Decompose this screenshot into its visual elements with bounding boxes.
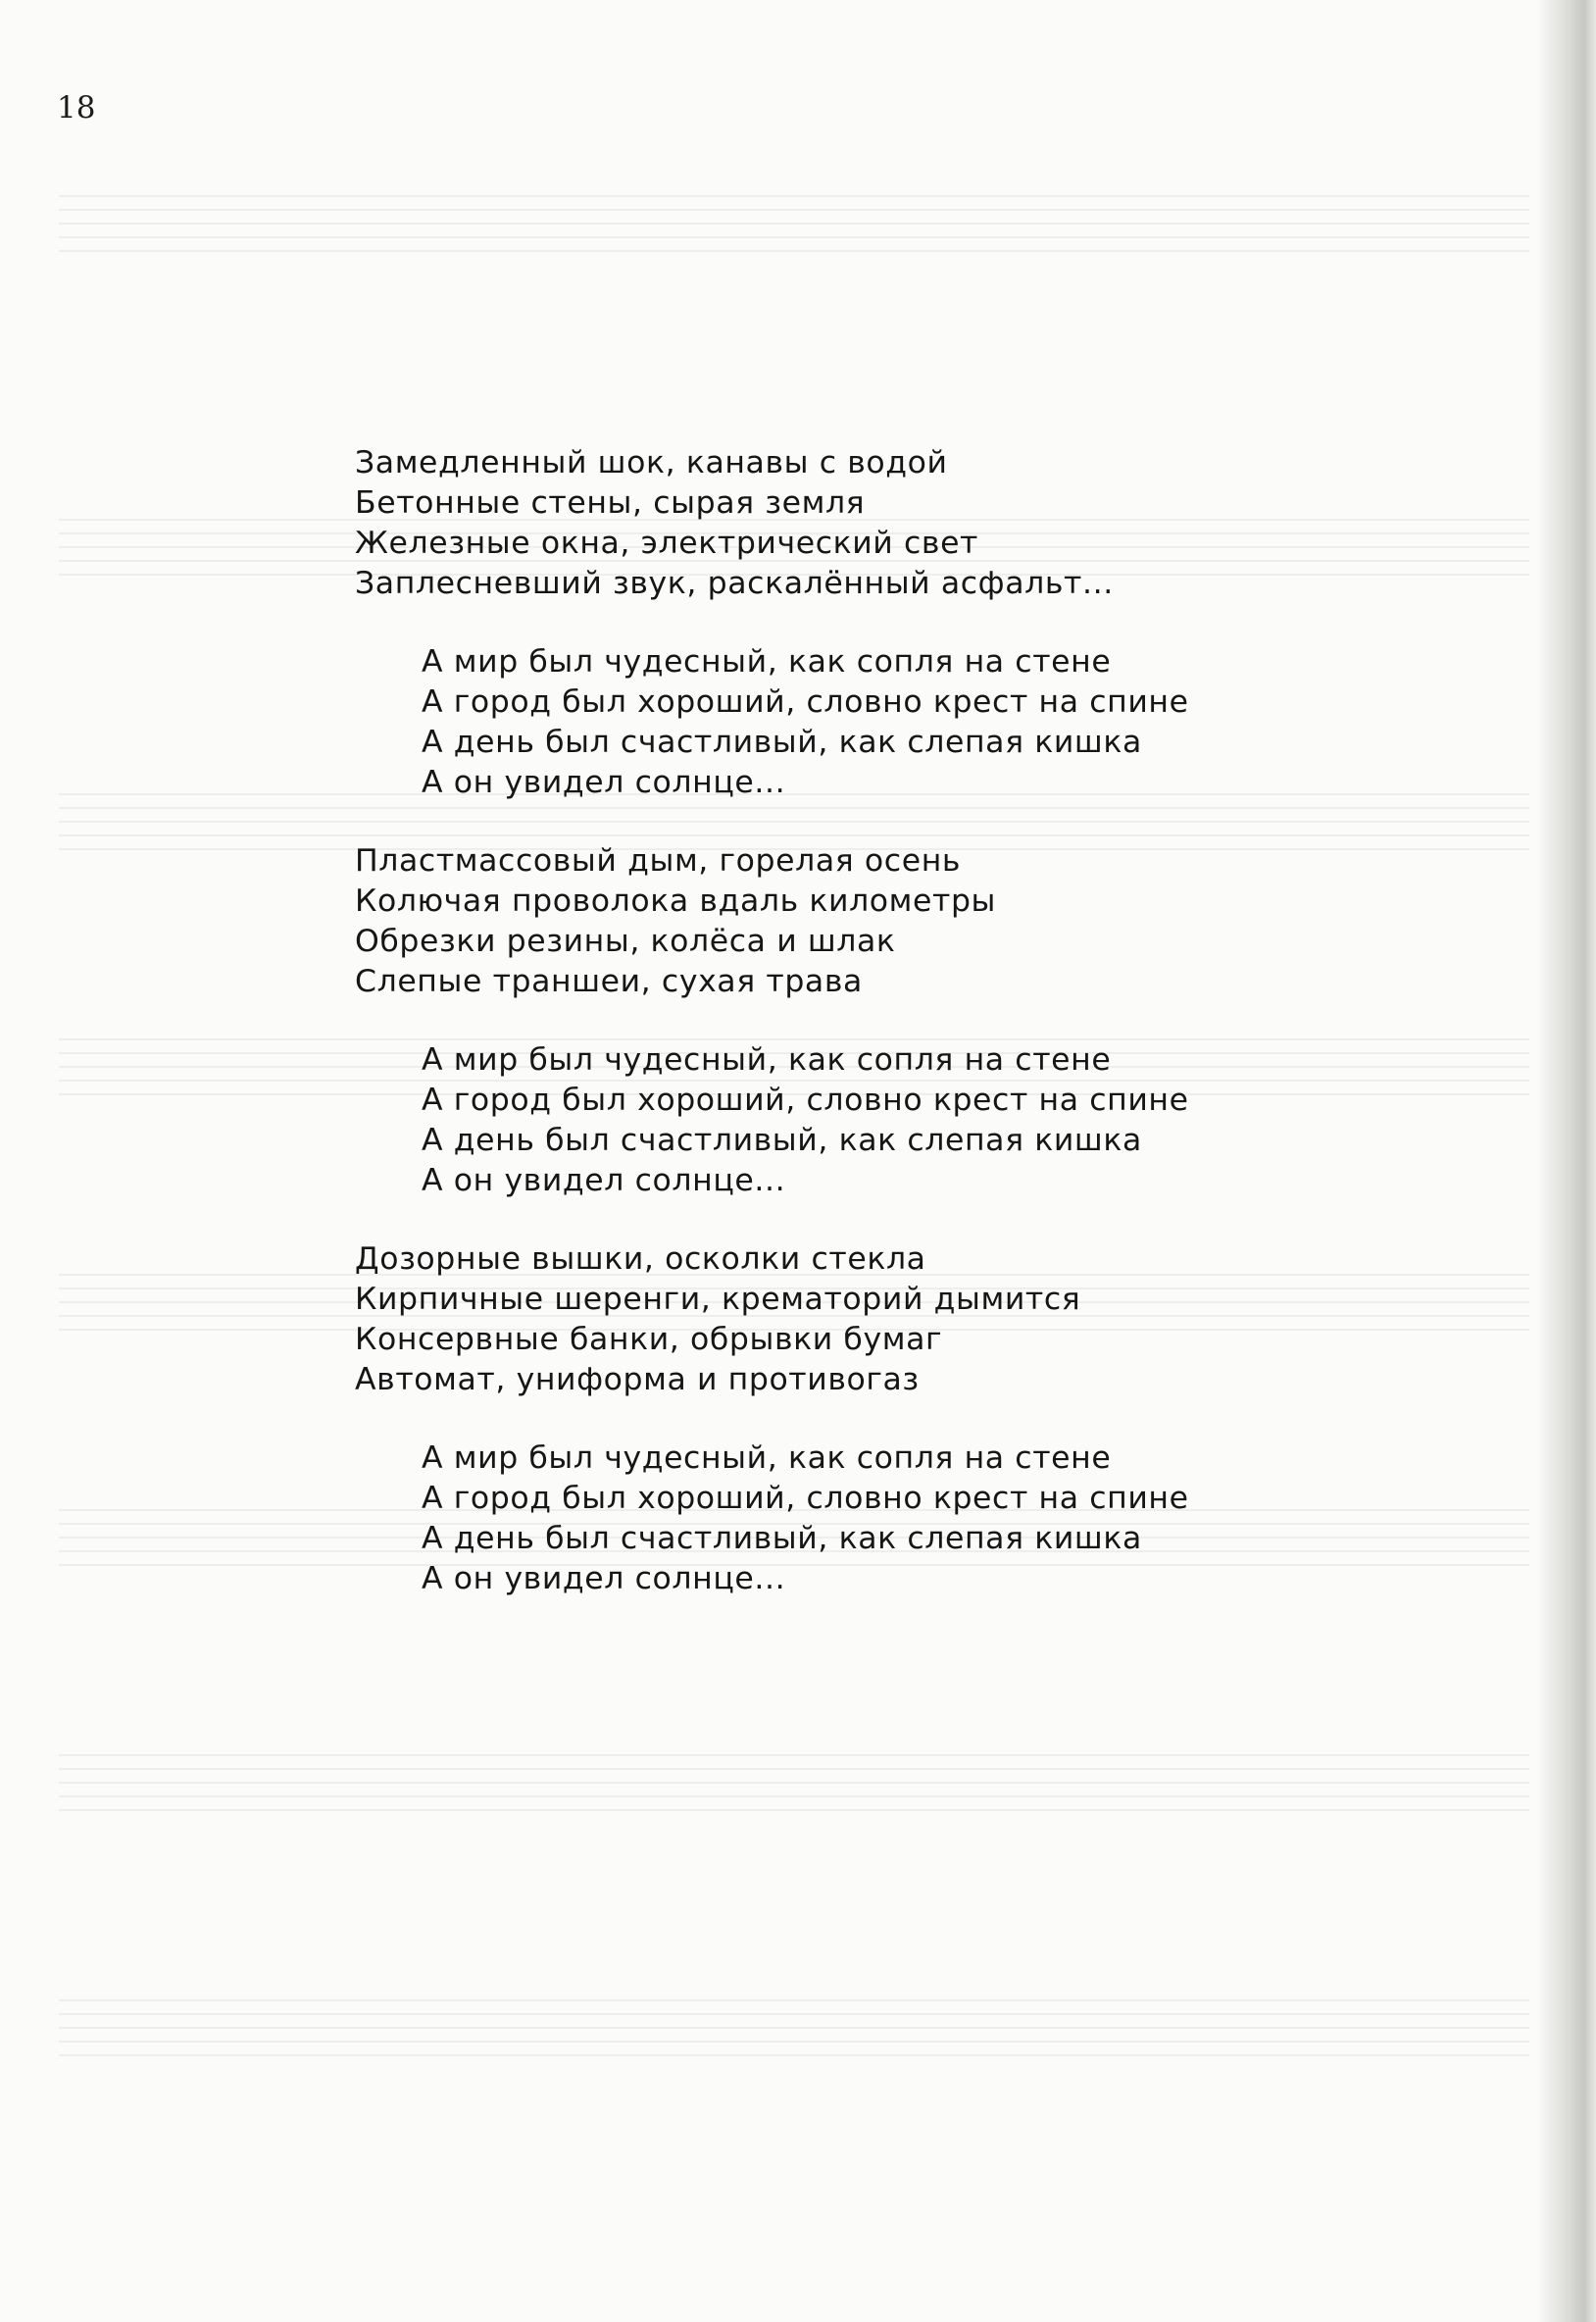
lyric-line: Пластмассовый дым, горелая осень (355, 843, 962, 879)
lyric-line: А он увидел солнце... (422, 1561, 786, 1596)
lyric-line: Обрезки резины, колёса и шлак (355, 924, 896, 959)
lyric-line: Автомат, униформа и противогаз (355, 1362, 920, 1397)
lyric-line: А мир был чудесный, как сопля на стене (422, 1042, 1112, 1078)
chorus-2 (422, 1040, 1335, 1201)
lyric-line: А день был счастливый, как слепая кишка (422, 1521, 1142, 1556)
lyric-line: А он увидел солнце... (422, 765, 786, 800)
page-gutter-shadow (1537, 0, 1596, 2322)
staff-1 (59, 196, 1529, 251)
lyric-line: А день был счастливый, как слепая кишка (422, 725, 1142, 760)
lyric-line: А день был счастливый, как слепая кишка (422, 1123, 1142, 1158)
lyric-line: А город был хороший, словно крест на спине (422, 684, 1189, 720)
lyric-line: А он увидел солнце... (422, 1163, 786, 1198)
verse-2 (355, 841, 1335, 1002)
lyric-line: Слепые траншеи, сухая трава (355, 964, 863, 999)
lyric-line: Замедленный шок, канавы с водой (355, 445, 948, 480)
staff-7 (59, 1755, 1529, 1810)
lyric-line: Дозорные вышки, осколки стекла (355, 1241, 926, 1277)
staff-8 (59, 2000, 1529, 2055)
lyric-line: А мир был чудесный, как сопля на стене (422, 644, 1112, 680)
lyric-line: Бетонные стены, сырая земля (355, 485, 866, 521)
verse-1 (355, 443, 1335, 604)
lyric-line: Заплесневший звук, раскалённый асфальт... (355, 566, 1114, 601)
page-number: 18 (57, 90, 96, 126)
lyric-line: А город был хороший, словно крест на спине (422, 1481, 1189, 1516)
chorus-3 (422, 1439, 1335, 1599)
lyric-line: Консервные банки, обрывки бумаг (355, 1322, 943, 1357)
verse-3 (355, 1239, 1335, 1400)
lyric-line: Колючая проволока вдаль километры (355, 883, 997, 919)
lyric-line: А город был хороший, словно крест на спине (422, 1083, 1189, 1118)
lyric-line: Железные окна, электрический свет (355, 526, 979, 561)
lyric-line: Кирпичные шеренги, крематорий дымится (355, 1282, 1081, 1317)
song-lyrics (355, 443, 1335, 1638)
lyric-line: А мир был чудесный, как сопля на стене (422, 1440, 1112, 1476)
chorus-1 (422, 642, 1335, 803)
